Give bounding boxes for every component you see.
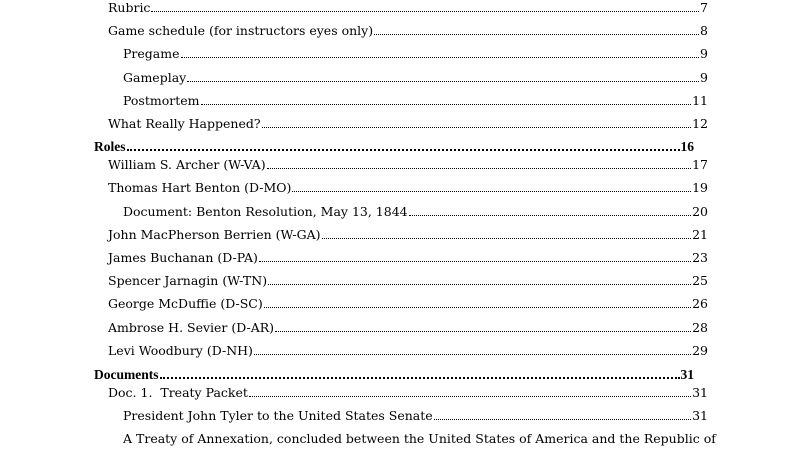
dot-leader <box>151 10 699 12</box>
toc-entry-jarnagin[interactable] <box>108 273 708 289</box>
toc-entry-woodbury[interactable] <box>108 343 708 359</box>
toc-entry-label: George McDuffie (D-SC) <box>108 296 263 311</box>
toc-entry-page: 12 <box>692 116 708 131</box>
toc-entry-benton[interactable] <box>108 180 708 196</box>
toc-entry-page: 31 <box>692 385 708 400</box>
dot-leader <box>409 214 691 216</box>
toc-entry-page: 17 <box>692 157 708 172</box>
toc-entry-postmortem[interactable] <box>123 93 708 109</box>
toc-entry-page: 29 <box>692 343 708 358</box>
toc-entry-page: 19 <box>692 180 708 195</box>
toc-entry-label: John MacPherson Berrien (W-GA) <box>108 227 321 242</box>
toc-section-page: 31 <box>680 367 694 382</box>
toc-entry-treaty-packet[interactable] <box>108 385 708 401</box>
toc-entry-page: 8 <box>700 23 708 38</box>
toc-entry-what-really-happened[interactable] <box>108 116 708 132</box>
toc-entry-label: Postmortem <box>123 93 200 108</box>
toc-entry-page: 25 <box>692 273 708 288</box>
toc-entry-page: 28 <box>692 320 708 335</box>
toc-entry-page: 9 <box>700 46 708 61</box>
dot-leader <box>254 353 691 355</box>
toc-entry-label: Thomas Hart Benton (D-MO) <box>108 180 292 195</box>
dot-leader <box>264 306 691 308</box>
toc-entry-rubric[interactable] <box>108 0 708 16</box>
dot-leader <box>322 237 692 239</box>
toc-entry-label: William S. Archer (W-VA) <box>108 157 266 172</box>
dot-leader <box>268 283 691 285</box>
dot-leader <box>267 167 692 169</box>
dot-leader <box>249 395 691 397</box>
toc-entry-page: 9 <box>700 70 708 85</box>
dot-leader <box>374 33 699 35</box>
toc-entry-label: Pregame <box>123 46 180 61</box>
toc-entry-benton-resolution[interactable] <box>123 204 708 220</box>
toc-entry-mcduffie[interactable] <box>108 296 708 312</box>
dot-leader <box>434 418 691 420</box>
toc-entry-page: 23 <box>692 250 708 265</box>
toc-entry-buchanan[interactable] <box>108 250 708 266</box>
dot-leader <box>292 190 691 192</box>
toc-section-documents[interactable] <box>94 367 694 383</box>
toc-entry-page: 11 <box>692 93 708 108</box>
toc-entry-label: Doc. 1. Treaty Packet <box>108 385 248 400</box>
dot-leader <box>259 260 691 262</box>
toc-section-page: 16 <box>680 139 694 154</box>
toc-entry-page: 7 <box>700 0 708 15</box>
toc-entry-archer[interactable] <box>108 157 708 173</box>
toc-entry-game-schedule[interactable] <box>108 23 708 39</box>
toc-entry-label: James Buchanan (D-PA) <box>108 250 258 265</box>
toc-entry-gameplay[interactable] <box>123 70 708 86</box>
toc-entry-tyler-to-senate[interactable] <box>123 408 708 424</box>
dot-leader <box>127 148 680 151</box>
toc-entry-sevier[interactable] <box>108 320 708 336</box>
toc-entry-page: 31 <box>692 408 708 423</box>
toc-entry-label: What Really Happened? <box>108 116 261 131</box>
dot-leader <box>187 80 699 82</box>
dot-leader <box>181 56 700 58</box>
dot-leader <box>160 376 680 379</box>
toc-entry-label: Gameplay <box>123 70 187 85</box>
toc-entry-berrien[interactable] <box>108 227 708 243</box>
toc-entry-label: Spencer Jarnagin (W-TN) <box>108 273 268 288</box>
toc-entry-treaty-of-annexation[interactable]: A Treaty of Annexation, concluded between the United States of America and the Republic of <box>123 431 716 446</box>
dot-leader <box>201 103 692 105</box>
dot-leader <box>262 126 692 128</box>
toc-entry-label: Document: Benton Resolution, May 13, 1844 <box>123 204 408 219</box>
toc-entry-page: 26 <box>692 296 708 311</box>
toc-section-label: Documents <box>94 367 159 382</box>
toc-entry-label: President John Tyler to the United States Senate <box>123 408 433 423</box>
toc-entry-page: 20 <box>692 204 708 219</box>
toc-entry-label: Ambrose H. Sevier (D-AR) <box>108 320 275 335</box>
toc-entry-label: Rubric <box>108 0 151 15</box>
toc-section-roles[interactable] <box>94 139 694 155</box>
toc-entry-label: Game schedule (for instructors eyes only) <box>108 23 374 38</box>
toc-entry-label: Levi Woodbury (D-NH) <box>108 343 253 358</box>
toc-section-label: Roles <box>94 139 126 154</box>
dot-leader <box>275 330 691 332</box>
toc-entry-pregame[interactable] <box>123 46 708 62</box>
toc-entry-page: 21 <box>692 227 708 242</box>
